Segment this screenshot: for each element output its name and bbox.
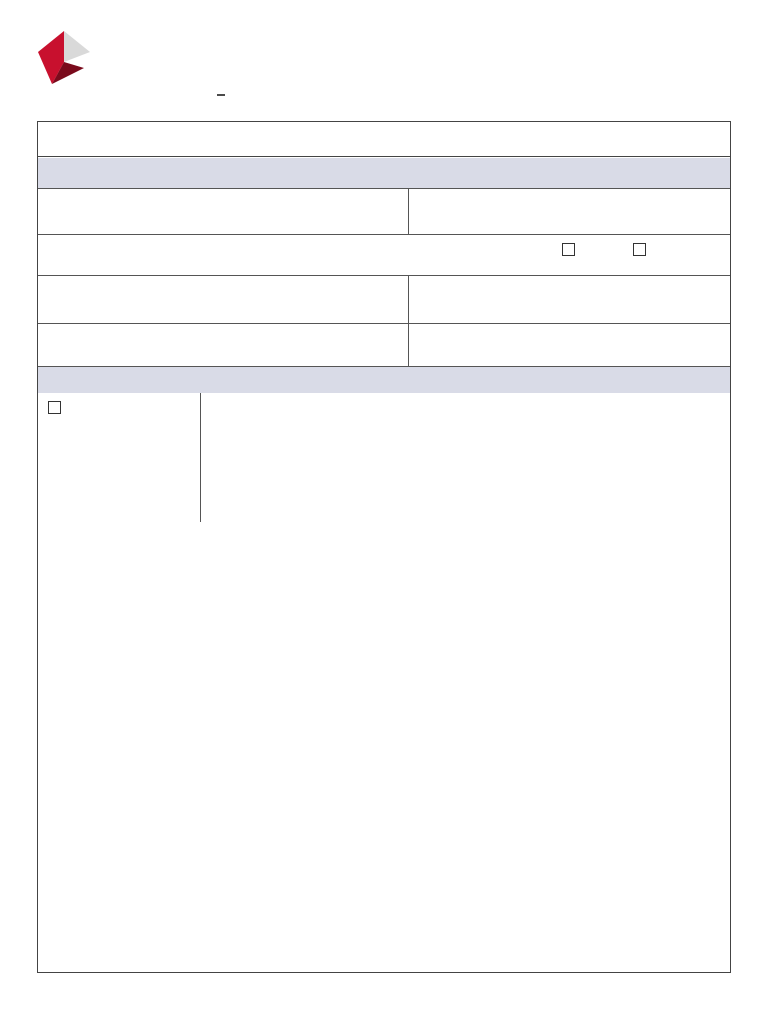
- accident-checkbox[interactable]: [48, 401, 61, 414]
- male-checkbox[interactable]: [562, 243, 575, 256]
- msad-badge: [217, 94, 225, 96]
- logo-mark-grey: [64, 31, 90, 62]
- admission-reason-header: [38, 367, 730, 393]
- form-frame: [37, 121, 731, 973]
- form-title-box: [37, 121, 731, 157]
- msig-logo: [34, 28, 194, 88]
- member-of-line: [213, 94, 229, 96]
- part1-header: [38, 158, 730, 188]
- female-checkbox[interactable]: [633, 243, 646, 256]
